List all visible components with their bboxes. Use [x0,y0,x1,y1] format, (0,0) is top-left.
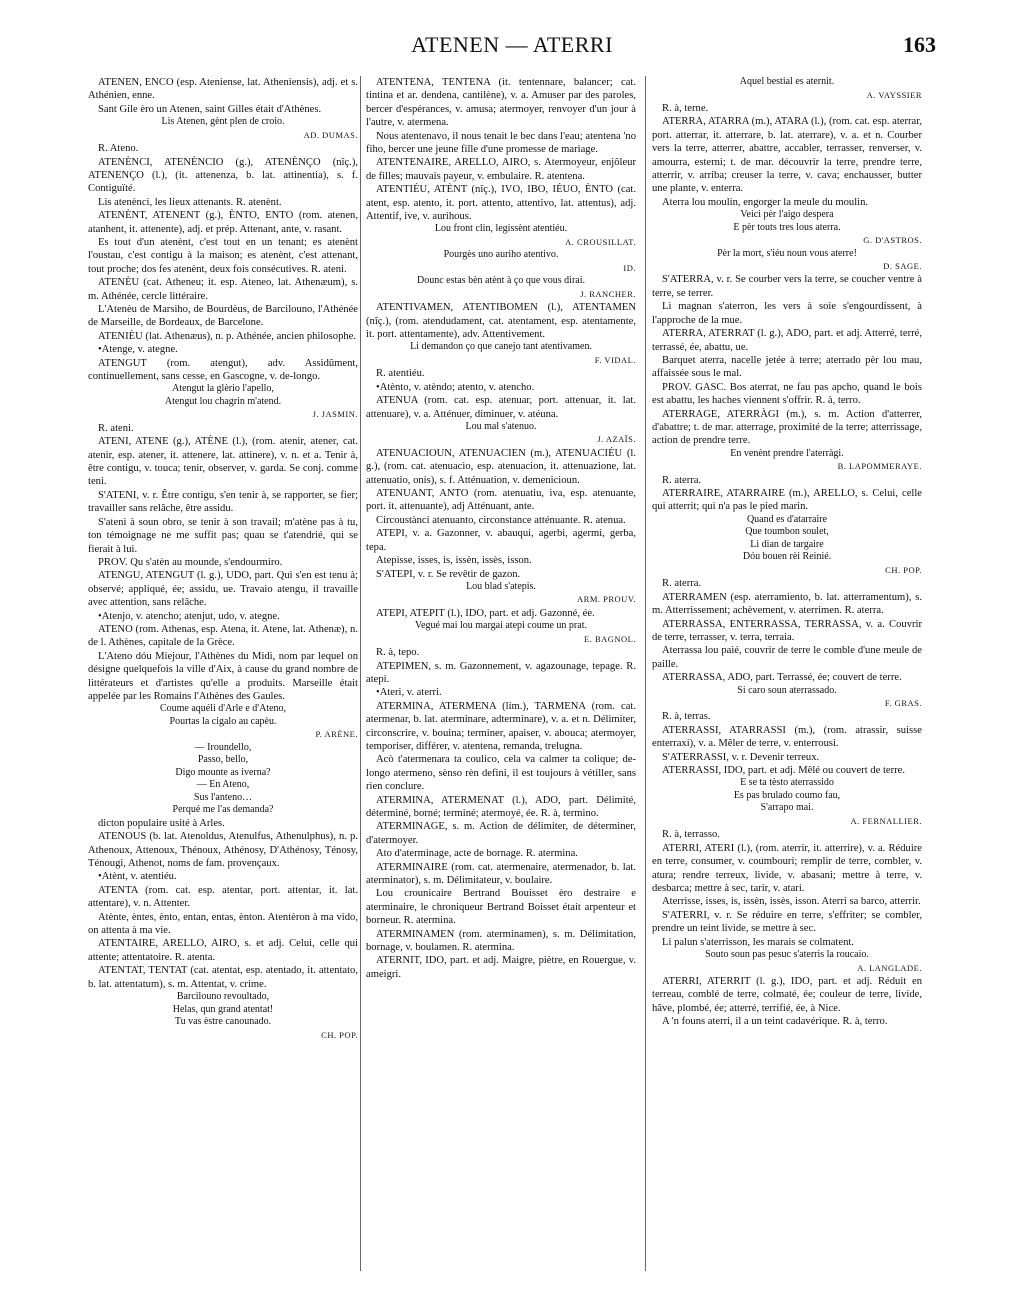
citation-source: E. BAGNOL. [584,633,636,644]
dictionary-entry: R. Ateno. [98,143,139,155]
dictionary-entry: ATENUA (rom. cat. esp. atenuar, port. attenuar, it. lat. attenuare), v. a. Atténuer, diminuer, v. atéuna. [366,395,636,420]
citation-line: Lis Atenen, gènt plen de croio. [161,116,285,128]
dictionary-entry: ATENTIVAMEN, ATENTIBOMEN (l.), ATENTAMEN (nîç.), (rom. atendudament, cat. atentament, esp. atentamente, it. port. attentamente), adv. Attentivement. [366,302,636,340]
citation-line: Veici pèr l'aigo despera [740,209,834,221]
text-column-3 [652,76,922,1286]
dictionary-entry: Aterrisse, isses, is, issèn, issès, isson. Aterri sa barco, atterrir. [662,896,921,908]
dictionary-entry: S'ATERRI, v. r. Se réduire en terre, s'effriter; se combler, prendre un teint livide, se mettre à sec. [652,909,922,935]
dictionary-entry: Atènte, èntes, ènto, entan, entas, ènton. Atentèron à ma vido, on attenta à ma vie. [88,911,358,937]
dictionary-entry: ATERRI, ATERRIT (l. g.), IDO, part. et adj. Réduit en terreau, comblé de terre, colmaté, ée; couleur de terre, livide, hâve, plombé, ée; atterré, terrifié, ée, à Nice. [652,975,922,1014]
dictionary-entry: ATENTAIRE, ARELLO, AIRO, s. et adj. Celui, celle qui attente; attentatoire. R. atenta. [88,938,358,963]
citation-source: J. JASMIN. [312,409,358,420]
dictionary-entry: Circoustànci atenuanto, circonstance atténuante. R. atenua. [376,514,626,526]
citation-source: A. VAYSSIER [866,89,922,100]
dictionary-entry: S'ATEPI, v. r. Se revêtir de gazon. [376,568,521,580]
dictionary-entry: ATENEN, ENCO (esp. Ateniense, lat. Atheniensis), adj. et s. Athénien, enne. [88,77,358,102]
dictionary-entry: R. à, terras. [662,711,711,723]
citation-source: AD. DUMAS. [303,129,358,140]
dictionary-entry: R. aterra. [662,578,702,590]
dictionary-entry: dicton populaire usité à Arles. [98,817,225,829]
text-column-2 [366,76,636,1286]
dictionary-entry: ATERRA, ATARRA (m.), ATARA (l.), (rom. cat. esp. aterrar, port. atterrar, it. atterrare, b. lat. aterrare), v. a. et n. Courber vers la terre, atterrer, abattre, accabler, terrasser, renverser, v. amourra, esterni; t. de mar. découvrir la terre, prendre terre, atterrir, v. arriba; creuser la terre, v. cava; enchausser, butter une plante, v. enterra. [652,116,922,195]
citation-line: Dóu bouen rèi Reinié. [742,551,832,563]
dictionary-entry: Acò t'atermenara ta coulico, cela va calmer ta colique; de-longo atermeno, sènso rèn defini, il est toujours à vétiller, sans rien conclure. [366,754,636,793]
citation-line: Perqué me l'as demanda? [172,804,274,816]
citation-line: Lou blad s'atepis. [466,580,536,592]
dictionary-entry: ATERMINA, ATERMENAT (l.), ADO, part. Délimité, déterminé, borné; terminé; atermoyé, ée. R. à, termino. [366,794,636,819]
dictionary-entry: Ato d'aterminage, acte de bornage. R. atermina. [376,848,578,860]
citation-source: A. CROUSILLAT. [565,236,636,247]
citation-line: — En Ateno, [196,779,250,791]
dictionary-entry: ATERRASSA, ADO, part. Terrassé, ée; couvert de terre. [662,672,902,684]
dictionary-entry: ATEPIMEN, s. m. Gazonnement, v. agazounage, tepage. R. atepi. [366,660,636,685]
dictionary-entry: ATEPI, v. a. Gazonner, v. abauqui, agerbi, agermi, gerba, tepa. [366,528,636,553]
citation-source: F. GRAS. [884,698,922,709]
page-header [88,32,936,62]
column-divider [645,76,646,1271]
dictionary-entry: R. à, terne. [662,102,709,114]
dictionary-entry: •Atenjo, v. atencho; atenjut, udo, v. ategne. [98,610,280,622]
dictionary-entry: ATENUACIOUN, ATENUACIEN (m.), ATENUACIÉU (l. g.), (rom. cat. atenuacio, esp. atenuacion, it. attenuazione, lat. attenuatio, onis), s. f. Atténuation, v. demenicioun. [366,447,636,486]
dictionary-entry: •Atènt, v. atentiéu. [98,871,177,883]
dictionary-entry: ATERMINAGE, s. m. Action de délimiter, de déterminer, d'atermoyer. [366,821,636,846]
citation-source: ARM. PROUV. [577,594,636,605]
dictionary-entry: Li palun s'aterrisson, les marais se colmatent. [662,936,854,948]
citation-line: Quand es d'atarraire [746,513,828,525]
dictionary-entry: •Ateri, v. aterri. [376,687,442,699]
dictionary-entry: R. ateni. [98,422,134,434]
citation-source: B. LAPOMMERAYE. [837,461,922,472]
dictionary-entry: Atepisse, isses, is, issèn, issès, isson. [376,555,532,567]
citation-line: E pèr touts tres lous aterra. [733,221,841,233]
dictionary-entry: Barquet aterra, nacelle jetée à terre; aterrado pèr lou mau, affaissée sous le mal. [652,354,922,380]
citation-line: Souto soun pas pesuc s'aterris la roucaio. [705,949,869,961]
dictionary-entry: ATENOUS (b. lat. Atenoldus, Atenulfus, Athenulphus), n. p. Athenoux, Attenoux, Thénoux, Athénosy, D'Athénosy, Ténosy, Ténougi, Athenot, noms de fam. provençaux. [88,831,358,869]
dictionary-entry: ATERRA, ATERRAT (l. g.), ADO, part. et adj. Atterré, terré, terrassé, ée, abattu, ue. [652,328,922,353]
dictionary-entry: PROV. GASC. Bos aterrat, ne fau pas apcho, quand le bois est abattu, les haches viennent s'offrir. R. à, terro. [652,381,922,407]
citation-line: Pèr la mort, s'iéu noun vous aterre! [717,247,857,259]
dictionary-entry: R. atentiéu. [376,368,425,380]
dictionary-entry: ATERRASSA, ENTERRASSA, TERRASSA, v. a. Couvrir de terre, terrasser, v. terra, terraia. [652,618,922,643]
dictionary-entry: ATERRASSI, IDO, part. et adj. Mêlé ou couvert de terre. [662,765,906,777]
citation-line: Pourgès uno auriho atentivo. [443,249,559,261]
citation-line: Digo mounte as iverna? [175,766,271,778]
dictionary-entry: Li magnan s'aterron, les vers à soie s'engourdissent, à l'approche de la mue. [652,301,922,326]
dictionary-entry: •Atenge, v. ategne. [98,344,178,356]
citation-line: Coume aquéli d'Arle e d'Ateno, [159,703,287,715]
dictionary-entry: ATENTA (rom. cat. esp. atentar, port. attentar, it. lat. attentare), v. n. Attenter. [88,884,358,910]
dictionary-entry: S'ATERRASSI, v. r. Devenir terreux. [662,751,820,763]
citation-source: CH. POP. [885,564,922,575]
dictionary-entry: ATENTIÉU, ATÈNT (nîç.), IVO, IBO, IÉUO, ÈNTO (cat. atent, esp. atento, it. port. attento, attentivo, lat. attentus), adj. Attentif, ive, v. aurihous. [366,184,636,223]
citation-line: En venènt prendre l'aterràgi. [730,447,844,459]
citation-source: A. FERNALLIER. [850,815,922,826]
dictionary-entry: S'ATENI, v. r. Être contigu, s'en tenir à, se rapporter, se fier; travailler sans relâche, être assidu. [88,489,358,515]
citation-line: Que toumbon soulet, [745,526,829,538]
dictionary-entry: ATENTAT, TENTAT (cat. atentat, esp. atentado, it. attentato, b. lat. attentatum), s. m. Attentat, v. crime. [88,965,358,990]
citation-line: Atengut lou chagrin m'atend. [164,395,282,407]
citation-source: J. RANCHER. [580,288,636,299]
dictionary-entry: ATENGUT (rom. atengut), adv. Assidûment, continuellement, sans cesse, en Gascogne, v. de-longo. [88,357,358,383]
citation-line: Lou front clin, legissènt atentiéu. [434,223,568,235]
dictionary-entry: Es tout d'un atenènt, c'est tout en un tenant; es atenènt l'oustau, c'est contigu à la maison; es atenènt, c'est attenant, tout proche; dos fes atenènt, deux fois consécutives. R. ateni. [88,236,358,275]
text-column-1 [88,76,358,1286]
dictionary-entry: ATEPI, ATEPIT (l.), IDO, part. et adj. Gazonné, ée. [376,607,595,619]
citation-line: Helas, qun grand atentat! [172,1003,274,1015]
dictionary-entry: ATENTENA, TENTENA (it. tentennare, balancer; cat. tintina et ar. dendena, cantilène), v. a. Amuser par des paroles, bercer d'espérances, v. amusa; atermoyer, renvoyer d'un jour à l'autre, v. atermena. [366,77,636,129]
citation-source: CH. POP. [321,1029,358,1040]
dictionary-entry: ATENTENAIRE, ARELLO, AIRO, s. Atermoyeur, enjôleur de filles; mauvais payeur, v. embulaire. R. atentena. [366,157,636,182]
citation-source: F. VIDAL. [594,354,636,365]
citation-source: ID. [623,262,636,273]
citation-line: Si caro soun aterrassado. [737,684,837,696]
citation-source: A. LANGLADE. [857,962,922,973]
citation-line: Barcilouno revoultado, [176,991,270,1003]
dictionary-entry: Nous atentenavo, il nous tenait le bec dans l'eau; atentena 'no fiho, bercer une jeune fille d'une promesse de mariage. [366,130,636,156]
dictionary-entry: ATENGU, ATENGUT (l. g.), UDO, part. Qui s'en est tenu à; observé; appliqué, ée; assidu, ue. Travaio atengu, il travaille avec attention, sans relâche. [88,570,358,609]
dictionary-entry: ATENÈU (cat. Atheneu; it. esp. Ateneo, lat. Athenæum), s. m. Athénée, cercle littéraire. [88,277,358,302]
dictionary-entry: Lou crounicaire Bertrand Bouisset èro destraire e aterminaire, le chroniqueur Bertrand Boisset était arpenteur et borneur. R. atermina. [366,888,636,927]
dictionary-entry: ATENÈNT, ATENENT (g.), ÈNTO, ENTO (rom. atenen, atanhent, it. attenente), adj. et prép. Attenant, ante, v. rasant. [88,210,358,235]
citation-source: G. D'ASTROS. [863,235,922,246]
dictionary-entry: S'ateni à soun obro, se tenir à son travail; m'atène pas à tu, ton témoignage ne me suffit pas; quau se t'atendrié, qui se fierait à lui. [88,516,358,555]
dictionary-entry: ATENO (rom. Athenas, esp. Atena, it. Atene, lat. Athenæ), n. de l. Athènes, capitale de la Grèce. [88,623,358,649]
page-number: 163 [903,32,936,57]
dictionary-entry: R. à, tepo. [376,647,420,659]
dictionary-entry: R. aterra. [662,474,702,486]
dictionary-entry: L'Ateno dóu Miejour, l'Athènes du Midi, nom par lequel on désigne quelquefois la ville d'Aix, à cause du grand nombre de littérateurs et d'artistes qu'elle a produits. Marseille était appelée par les Romains l'Athènes des Gaules. [88,650,358,702]
dictionary-entry: ATENIÈU (lat. Athenæus), n. p. Athénée, ancien philosophe. [98,330,357,342]
dictionary-entry: A 'n founs aterri, il a un teint cadavérique. R. à, terro. [662,1016,888,1028]
citation-line: Passo, bello, [197,754,249,766]
dictionary-entry: ATERNIT, IDO, part. et adj. Maigre, piètre, en Rouergue, v. ameigri. [366,955,636,980]
citation-line: Aquel bestial es aternit. [739,76,835,87]
dictionary-entry: S'ATERRA, v. r. Se courber vers la terre, se coucher ventre à terre, se terrer. [652,274,922,299]
citation-line: Li demandon ço que canejo tant atentivamen. [410,341,592,353]
dictionary-entry: ATERMINAIRE (rom. cat. atermenaire, atermenador, b. lat. aterminator), s. m. Délimitateur, v. boulaire. [366,861,636,887]
dictionary-entry: ATENÈNCI, ATENÈNCIO (g.), ATENÈNÇO (nîç.), ATENENÇO (l.), (it. attenenza, b. lat. attinentia), s. f. Contiguïté. [88,156,358,195]
dictionary-entry: •Atènto, v. atèndo; atento, v. atencho. [376,381,535,393]
dictionary-entry: L'Atenèu de Marsiho, de Bourdèus, de Barcilouno, l'Athénée de Marseille, de Bordeaux, de Barcelone. [88,304,358,329]
dictionary-entry: ATERRAIRE, ATARRAIRE (m.), ARELLO, s. Celui, celle qui atterrit; qui n'a pas le pied marin. [652,488,922,513]
citation-line: Tu vas èstre canounado. [174,1016,272,1028]
citation-line: Li dian de targaire [750,538,824,550]
citation-source: D. SAGE. [883,261,922,272]
dictionary-entry: R. à, terrasso. [662,829,720,841]
dictionary-entry: Lis atenènci, les lieux attenants. R. atenènt. [98,196,282,208]
dictionary-entry: Aterrassa lou paié, couvrir de terre le comble d'une meule de paille. [652,645,922,670]
dictionary-entry: ATERMINAMEN (rom. aterminamen), s. m. Délimitation, bornage, v. boulamen. R. atermina. [366,928,636,954]
citation-line: Dounc estas bèn atènt à ço que vous dirai. [416,275,585,287]
running-head: ATENEN — ATERRI [411,32,613,57]
citation-line: — Iroundello, [194,741,252,753]
column-divider [360,76,361,1271]
dictionary-entry: ATERRAGE, ATERRÀGI (m.), s. m. Action d'atterrer, d'abattre; t. de mar. atterrage, proximité de la terre; atterrissage, action de prendre terre. [652,408,922,447]
citation-line: Lou mal s'atenuo. [465,420,537,432]
citation-source: P. ARÈNE. [315,729,358,740]
citation-line: Vegué mai lou margai atepi coume un prat. [415,620,587,632]
citation-line: Sus l'anteno… [193,791,253,803]
dictionary-entry: ATERRI, ATERI (l.), (rom. aterrir, it. atterrire), v. a. Réduire en terre, consumer, v. coumbouri; remplir de terre, combler, v. atura; rendre terreux, livide, v. abasani; mettre à terre, v. desbarca; mettre à sec, tarir, v. atari. [652,842,922,894]
dictionary-entry: ATERRAMEN (esp. aterramiento, b. lat. atterramentum), s. m. Atterrissement; achèvement, v. aterrimen. R. aterra. [652,591,922,617]
dictionary-entry: Sant Gile èro un Atenen, saint Gilles était d'Athènes. [98,103,322,115]
dictionary-entry: ATENUANT, ANTO (rom. atenuatiu, iva, esp. atenuante, port. it. attenuante), adj Atténuant, ante. [366,488,636,513]
citation-source: J. AZAÏS. [597,434,636,445]
citation-line: S'arrapo mai. [760,802,814,814]
dictionary-entry: PROV. Qu s'atèn au mounde, s'endourmiro. [98,556,283,568]
dictionary-entry: Aterra lou moulin, engorger la meule du moulin. [662,196,869,208]
citation-line: E se ta tèsto aterrassido [740,777,834,789]
dictionary-entry: ATENI, ATENE (g.), ATÈNE (l.), (rom. atenir, atener, cat. atenir, esp. atener, it. attenere, lat. attinere), v. n. et a. Tenir à, être contigu, v. touca; tenir, observer, v. garda. Se conj. comme teni. [88,436,358,488]
dictionary-entry: ATERRASSI, ATARRASSI (m.), (rom. atrassir, suisse enterraxi), v. a. Mêler de terre, v. enterrousi. [652,724,922,750]
citation-line: Atengut la glèrio l'apello, [172,383,274,395]
citation-line: Es pas brulado coumo fau, [733,789,841,801]
citation-line: Pourtas la cigalo au capèu. [169,715,277,727]
dictionary-entry: ATERMINA, ATERMENA (lim.), TARMENA (rom. cat. atermenar, b. lat. aterminare, adterminare), v. a. et n. Délimiter, circonscrire, v. bouina; terminer, apaiser, v. abouca; atermoyer, temporiser, différer, v. atentena, remanda, trelugna. [366,700,636,752]
